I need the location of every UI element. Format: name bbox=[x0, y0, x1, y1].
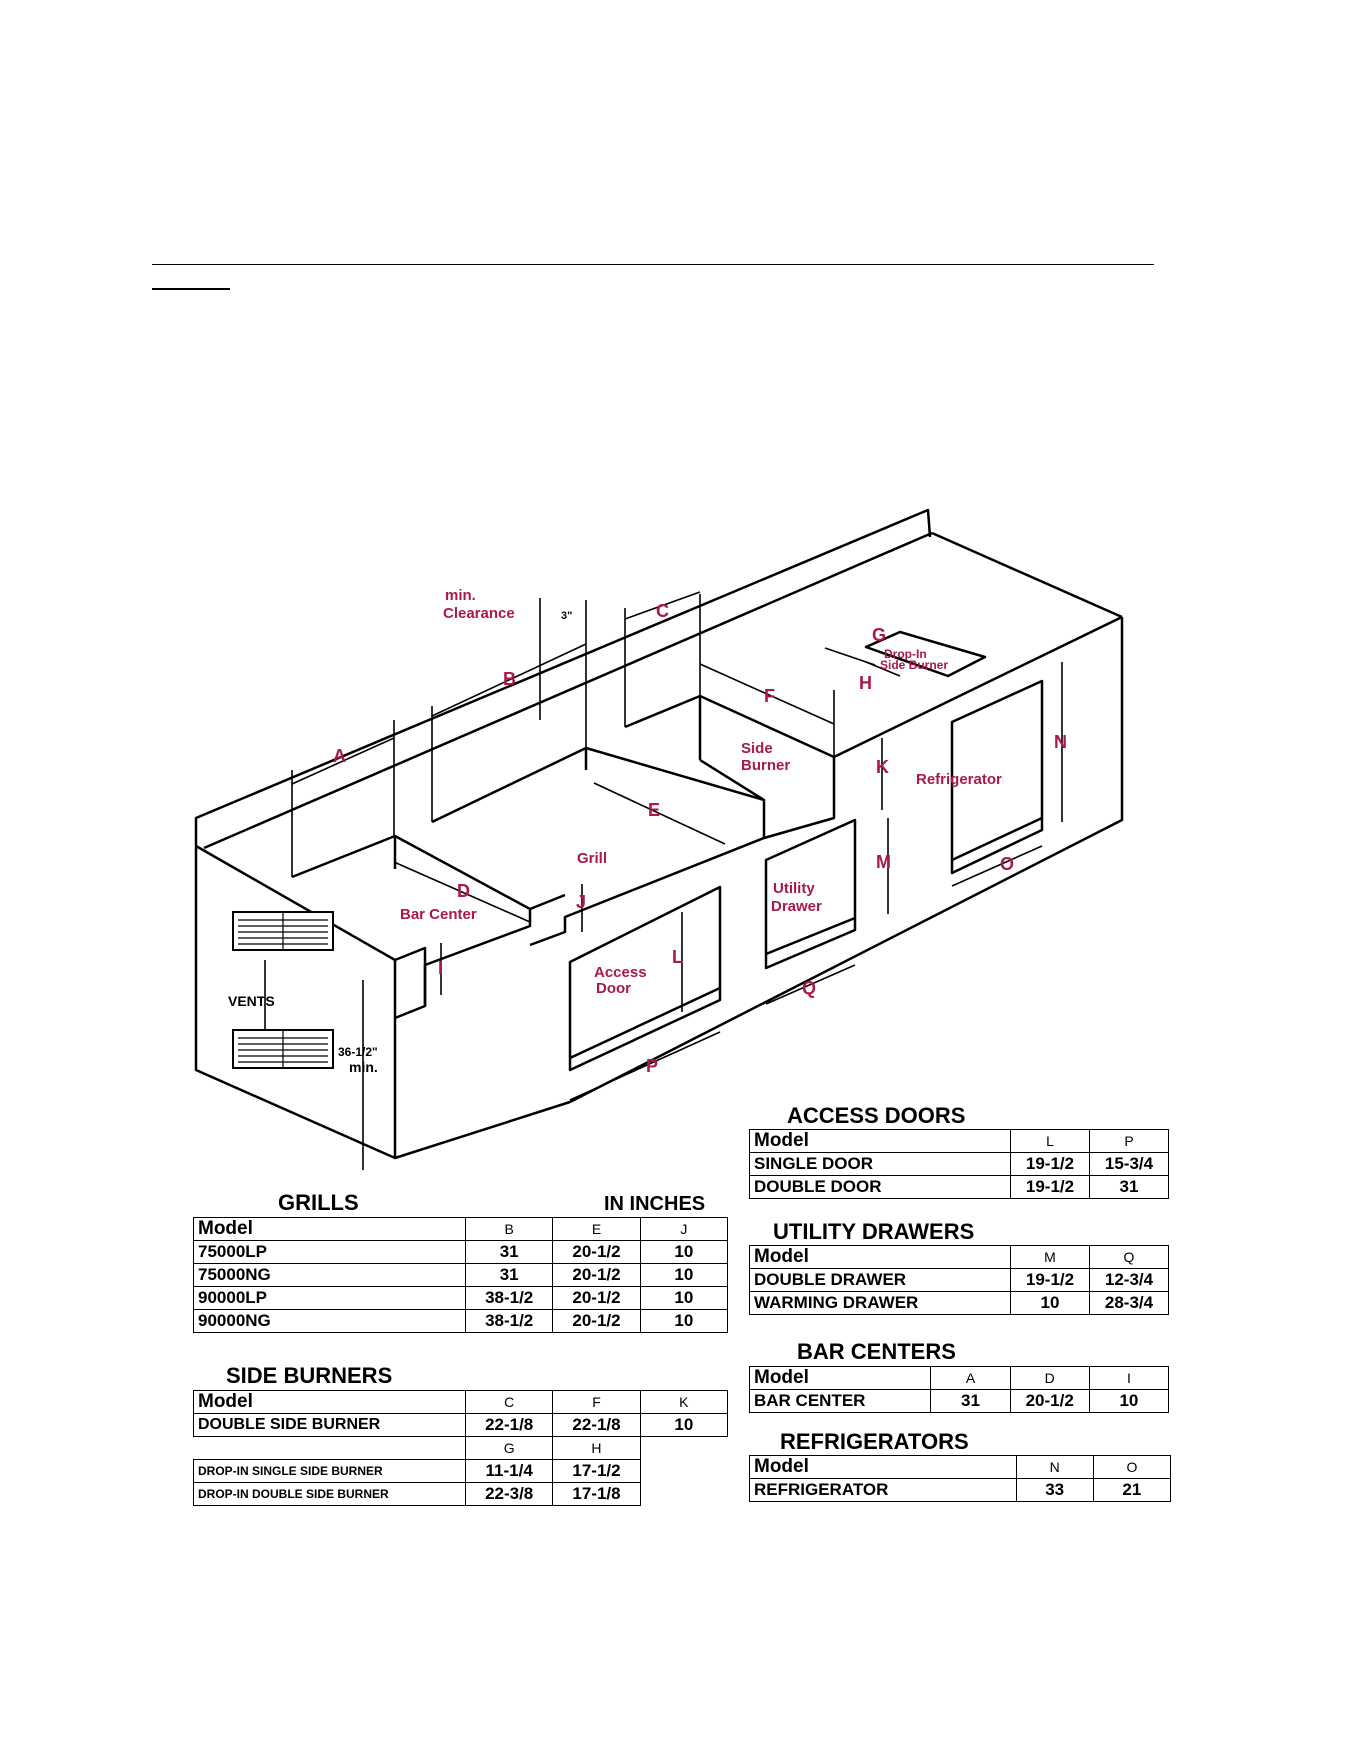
counter-back-edge bbox=[932, 533, 1122, 617]
table-cell: 75000NG bbox=[194, 1264, 466, 1287]
utility-drawers-title: UTILITY DRAWERS bbox=[773, 1219, 975, 1244]
access-doors-title: ACCESS DOORS bbox=[787, 1103, 966, 1128]
table-cell: Model bbox=[194, 1218, 466, 1241]
table-cell bbox=[640, 1483, 727, 1506]
refrigerators-table bbox=[749, 1455, 1171, 1502]
access-door-inner bbox=[570, 988, 720, 1058]
grill-cutout bbox=[432, 748, 764, 945]
table-cell: DOUBLE SIDE BURNER bbox=[194, 1414, 466, 1437]
table-cell: P bbox=[1090, 1130, 1169, 1153]
bar-center-label: Bar Center bbox=[400, 906, 477, 923]
dim-label-e: E bbox=[648, 800, 661, 820]
table-row bbox=[194, 1460, 728, 1483]
grill-step bbox=[530, 895, 565, 909]
table-row bbox=[750, 1176, 1169, 1199]
table-cell: 31 bbox=[931, 1390, 1010, 1413]
table-cell: 20-1/2 bbox=[553, 1264, 640, 1287]
table-row bbox=[194, 1287, 728, 1310]
table-cell: Model bbox=[750, 1367, 931, 1390]
dim-label-j: J bbox=[576, 892, 587, 912]
table-cell: 38-1/2 bbox=[466, 1310, 553, 1333]
table-subheader-row bbox=[194, 1437, 728, 1460]
dim-label-l: L bbox=[672, 947, 683, 967]
table-cell: 17-1/2 bbox=[553, 1460, 640, 1483]
table-cell: H bbox=[553, 1437, 640, 1460]
table-row bbox=[750, 1479, 1171, 1502]
dim-label-d: D bbox=[457, 881, 470, 901]
table-header-row bbox=[750, 1367, 1169, 1390]
table-cell: 22-1/8 bbox=[553, 1414, 640, 1437]
right-end-face bbox=[570, 617, 1122, 1102]
table-cell: 10 bbox=[640, 1241, 727, 1264]
table-cell: 20-1/2 bbox=[553, 1310, 640, 1333]
table-cell: K bbox=[640, 1391, 727, 1414]
grill-label: Grill bbox=[577, 850, 608, 867]
table-header-row bbox=[750, 1130, 1169, 1153]
table-cell: L bbox=[1011, 1130, 1090, 1153]
table-cell: D bbox=[1010, 1367, 1089, 1390]
table-cell: 10 bbox=[1011, 1292, 1090, 1315]
table-cell: 10 bbox=[640, 1310, 727, 1333]
refrigerator-base bbox=[952, 818, 1042, 860]
table-cell: 31 bbox=[1090, 1176, 1169, 1199]
table-cell: 19-1/2 bbox=[1011, 1153, 1090, 1176]
side-burners-title: SIDE BURNERS bbox=[226, 1363, 393, 1388]
dim-label-i: I bbox=[438, 958, 444, 978]
table-row bbox=[750, 1269, 1169, 1292]
table-cell: 22-1/8 bbox=[466, 1414, 553, 1437]
table-cell: 75000LP bbox=[194, 1241, 466, 1264]
table-cell: 11-1/4 bbox=[466, 1460, 553, 1483]
table-header-row bbox=[750, 1246, 1169, 1269]
table-cell bbox=[640, 1460, 727, 1483]
table-cell: 90000LP bbox=[194, 1287, 466, 1310]
table-cell: 10 bbox=[640, 1414, 727, 1437]
grills-unit: IN INCHES bbox=[604, 1193, 706, 1215]
table-cell: 20-1/2 bbox=[553, 1287, 640, 1310]
table-cell: I bbox=[1089, 1367, 1168, 1390]
table-cell: 19-1/2 bbox=[1011, 1269, 1090, 1292]
dim-label-o: O bbox=[1000, 854, 1015, 874]
dim-label-n: N bbox=[1054, 732, 1067, 752]
dim-label-b: B bbox=[503, 669, 516, 689]
refrigerators-title: REFRIGERATORS bbox=[780, 1429, 969, 1454]
table-cell: Model bbox=[750, 1130, 1011, 1153]
table-cell bbox=[194, 1437, 466, 1460]
dim-label-g: G bbox=[872, 625, 887, 645]
dim-label-f: F bbox=[764, 686, 775, 706]
table-row bbox=[194, 1241, 728, 1264]
drop-in-label-1: Drop-In bbox=[884, 647, 927, 661]
table-cell: Model bbox=[750, 1246, 1011, 1269]
table-cell: E bbox=[553, 1218, 640, 1241]
dim-label-q: Q bbox=[802, 978, 817, 998]
table-row bbox=[194, 1483, 728, 1506]
drop-in-label-2: Side Burner bbox=[880, 658, 949, 672]
table-cell: WARMING DRAWER bbox=[750, 1292, 1011, 1315]
refrigerator-label: Refrigerator bbox=[916, 771, 1002, 788]
grills-title: GRILLS bbox=[278, 1190, 359, 1215]
utility-drawers-table bbox=[749, 1245, 1169, 1315]
table-cell bbox=[640, 1437, 727, 1460]
table-cell: DROP-IN SINGLE SIDE BURNER bbox=[194, 1460, 466, 1483]
table-cell: 33 bbox=[1016, 1479, 1093, 1502]
bar-centers-title: BAR CENTERS bbox=[797, 1339, 956, 1364]
height-label-1: 36-1/2" bbox=[338, 1045, 378, 1059]
table-cell: DOUBLE DRAWER bbox=[750, 1269, 1011, 1292]
table-row bbox=[194, 1414, 728, 1437]
grills-table bbox=[193, 1217, 728, 1333]
table-cell: BAR CENTER bbox=[750, 1390, 931, 1413]
table-cell: 10 bbox=[1089, 1390, 1168, 1413]
table-cell: REFRIGERATOR bbox=[750, 1479, 1017, 1502]
table-cell: A bbox=[931, 1367, 1010, 1390]
table-cell: Model bbox=[750, 1456, 1017, 1479]
table-cell: G bbox=[466, 1437, 553, 1460]
table-cell: B bbox=[466, 1218, 553, 1241]
table-row bbox=[750, 1153, 1169, 1176]
backsplash-outline bbox=[196, 510, 930, 846]
table-cell: Q bbox=[1090, 1246, 1169, 1269]
table-cell: 28-3/4 bbox=[1090, 1292, 1169, 1315]
backsplash-lip bbox=[204, 533, 932, 848]
utility-label-1: Utility bbox=[773, 880, 815, 897]
table-cell: 10 bbox=[640, 1264, 727, 1287]
table-cell: N bbox=[1016, 1456, 1093, 1479]
table-cell: 21 bbox=[1093, 1479, 1170, 1502]
table-cell: O bbox=[1093, 1456, 1170, 1479]
table-cell: SINGLE DOOR bbox=[750, 1153, 1011, 1176]
bar-centers-table bbox=[749, 1366, 1169, 1413]
min-clearance-label-2: Clearance bbox=[443, 605, 515, 622]
bar-center-front bbox=[395, 948, 425, 1006]
dim-label-a: A bbox=[333, 746, 346, 766]
access-doors-table bbox=[749, 1129, 1169, 1199]
table-cell: 10 bbox=[640, 1287, 727, 1310]
table-cell: 20-1/2 bbox=[553, 1241, 640, 1264]
side-burner-label-1: Side bbox=[741, 740, 773, 757]
front-bottom-edge bbox=[395, 1102, 570, 1158]
left-end-face bbox=[196, 846, 395, 1158]
table-cell: 12-3/4 bbox=[1090, 1269, 1169, 1292]
access-label-1: Access bbox=[594, 964, 647, 981]
dim-label-k: K bbox=[876, 757, 889, 777]
dim-label-m: M bbox=[876, 852, 891, 872]
table-cell: C bbox=[466, 1391, 553, 1414]
height-label-2: min. bbox=[349, 1059, 378, 1075]
table-cell: 19-1/2 bbox=[1011, 1176, 1090, 1199]
min-clearance-label-1: min. bbox=[445, 587, 476, 604]
side-burners-table bbox=[193, 1390, 728, 1506]
table-cell: DROP-IN DOUBLE SIDE BURNER bbox=[194, 1483, 466, 1506]
table-cell: 31 bbox=[466, 1264, 553, 1287]
table-header-row bbox=[750, 1456, 1171, 1479]
table-header-row bbox=[194, 1391, 728, 1414]
table-cell: Model bbox=[194, 1391, 466, 1414]
table-cell: M bbox=[1011, 1246, 1090, 1269]
table-cell: 17-1/8 bbox=[553, 1483, 640, 1506]
dim-label-c: C bbox=[656, 601, 669, 621]
table-row bbox=[194, 1264, 728, 1287]
dim-label-p: P bbox=[646, 1056, 659, 1076]
table-cell: J bbox=[640, 1218, 727, 1241]
table-cell: 15-3/4 bbox=[1090, 1153, 1169, 1176]
table-cell: 22-3/8 bbox=[466, 1483, 553, 1506]
three-inch-label: 3" bbox=[561, 610, 573, 622]
table-row bbox=[194, 1310, 728, 1333]
table-cell: F bbox=[553, 1391, 640, 1414]
table-header-row bbox=[194, 1218, 728, 1241]
table-cell: DOUBLE DOOR bbox=[750, 1176, 1011, 1199]
table-row bbox=[750, 1390, 1169, 1413]
table-cell: 31 bbox=[466, 1241, 553, 1264]
utility-label-2: Drawer bbox=[771, 898, 822, 915]
table-cell: 38-1/2 bbox=[466, 1287, 553, 1310]
table-cell: 90000NG bbox=[194, 1310, 466, 1333]
table-cell: 20-1/2 bbox=[1010, 1390, 1089, 1413]
dim-label-h: H bbox=[859, 673, 872, 693]
side-burner-label-2: Burner bbox=[741, 757, 791, 774]
table-row bbox=[750, 1292, 1169, 1315]
vents-label: VENTS bbox=[228, 993, 275, 1009]
access-label-2: Door bbox=[596, 980, 631, 997]
